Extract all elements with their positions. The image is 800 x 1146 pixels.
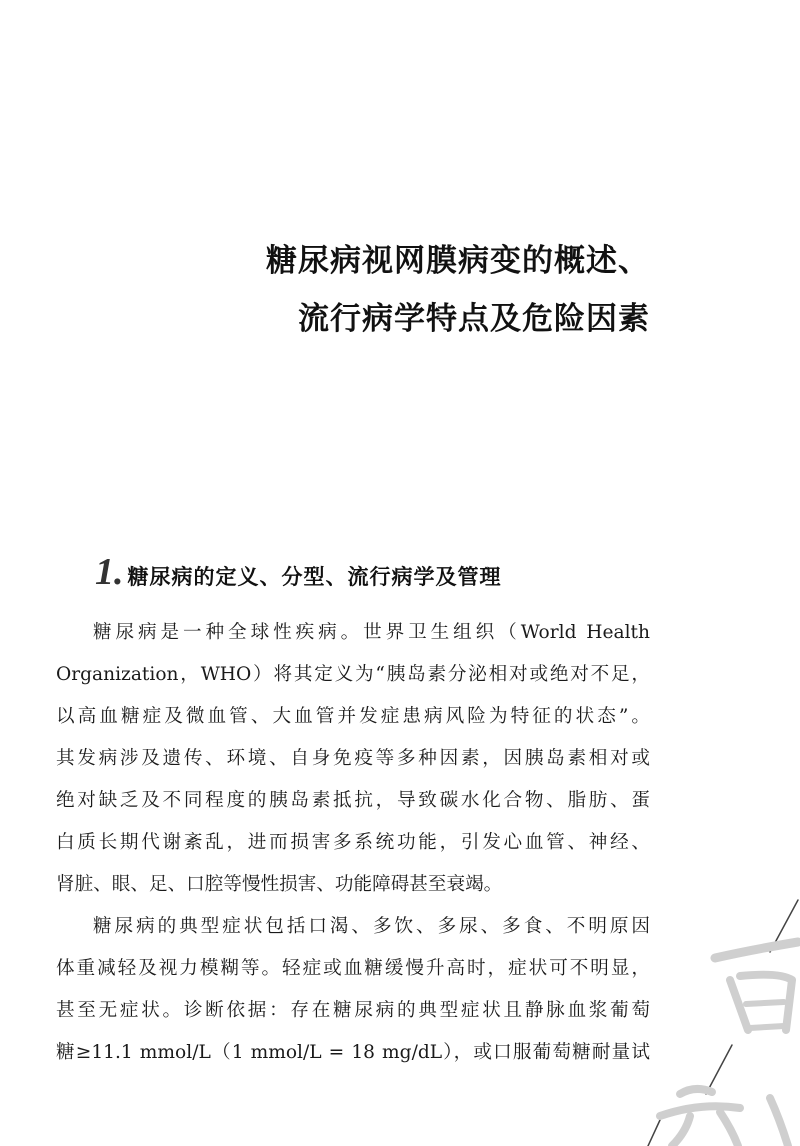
decorative-watermark (620, 880, 800, 1146)
text-line: 糖≥11.1 mmol/L（1 mmol/L = 18 mg/dL），或口服葡萄糖耐量试 (56, 1042, 650, 1063)
paragraph-1 (56, 612, 650, 906)
text-line: 体重减轻及视力模糊等。轻症或血糖缓慢升高时，症状可不明显， (56, 958, 650, 979)
paragraph-2 (56, 906, 650, 1074)
text-line: 以高血糖症及微血管、大血管并发症患病风险为特征的状态”。 (56, 706, 650, 727)
chapter-title (266, 232, 650, 348)
text-line: 其发病涉及遗传、环境、自身免疫等多种因素，因胰岛素相对或 (56, 748, 650, 769)
text-line: 糖尿病是一种全球性疾病。世界卫生组织（World Health (93, 622, 650, 643)
section-title: 糖尿病的定义、分型、流行病学及管理 (127, 565, 502, 589)
chapter-title-line-2: 流行病学特点及危险因素 (298, 301, 650, 337)
text-line: 糖尿病的典型症状包括口渴、多饮、多尿、多食、不明原因 (93, 916, 650, 937)
section-heading (95, 550, 502, 594)
text-line: 绝对缺乏及不同程度的胰岛素抵抗，导致碳水化合物、脂肪、蛋 (56, 790, 650, 811)
text-line: 甚至无症状。诊断依据：存在糖尿病的典型症状且静脉血浆葡萄 (56, 1000, 650, 1021)
text-line: 肾脏、眼、足、口腔等慢性损害、功能障碍甚至衰竭。 (56, 874, 503, 895)
body-text (56, 612, 650, 1074)
text-line: Organization，WHO）将其定义为“胰岛素分泌相对或绝对不足， (56, 664, 650, 685)
section-number: 1. (95, 551, 124, 593)
text-line: 白质长期代谢紊乱，进而损害多系统功能，引发心血管、神经、 (56, 832, 650, 853)
chapter-title-line-1: 糖尿病视网膜病变的概述、 (266, 243, 650, 279)
